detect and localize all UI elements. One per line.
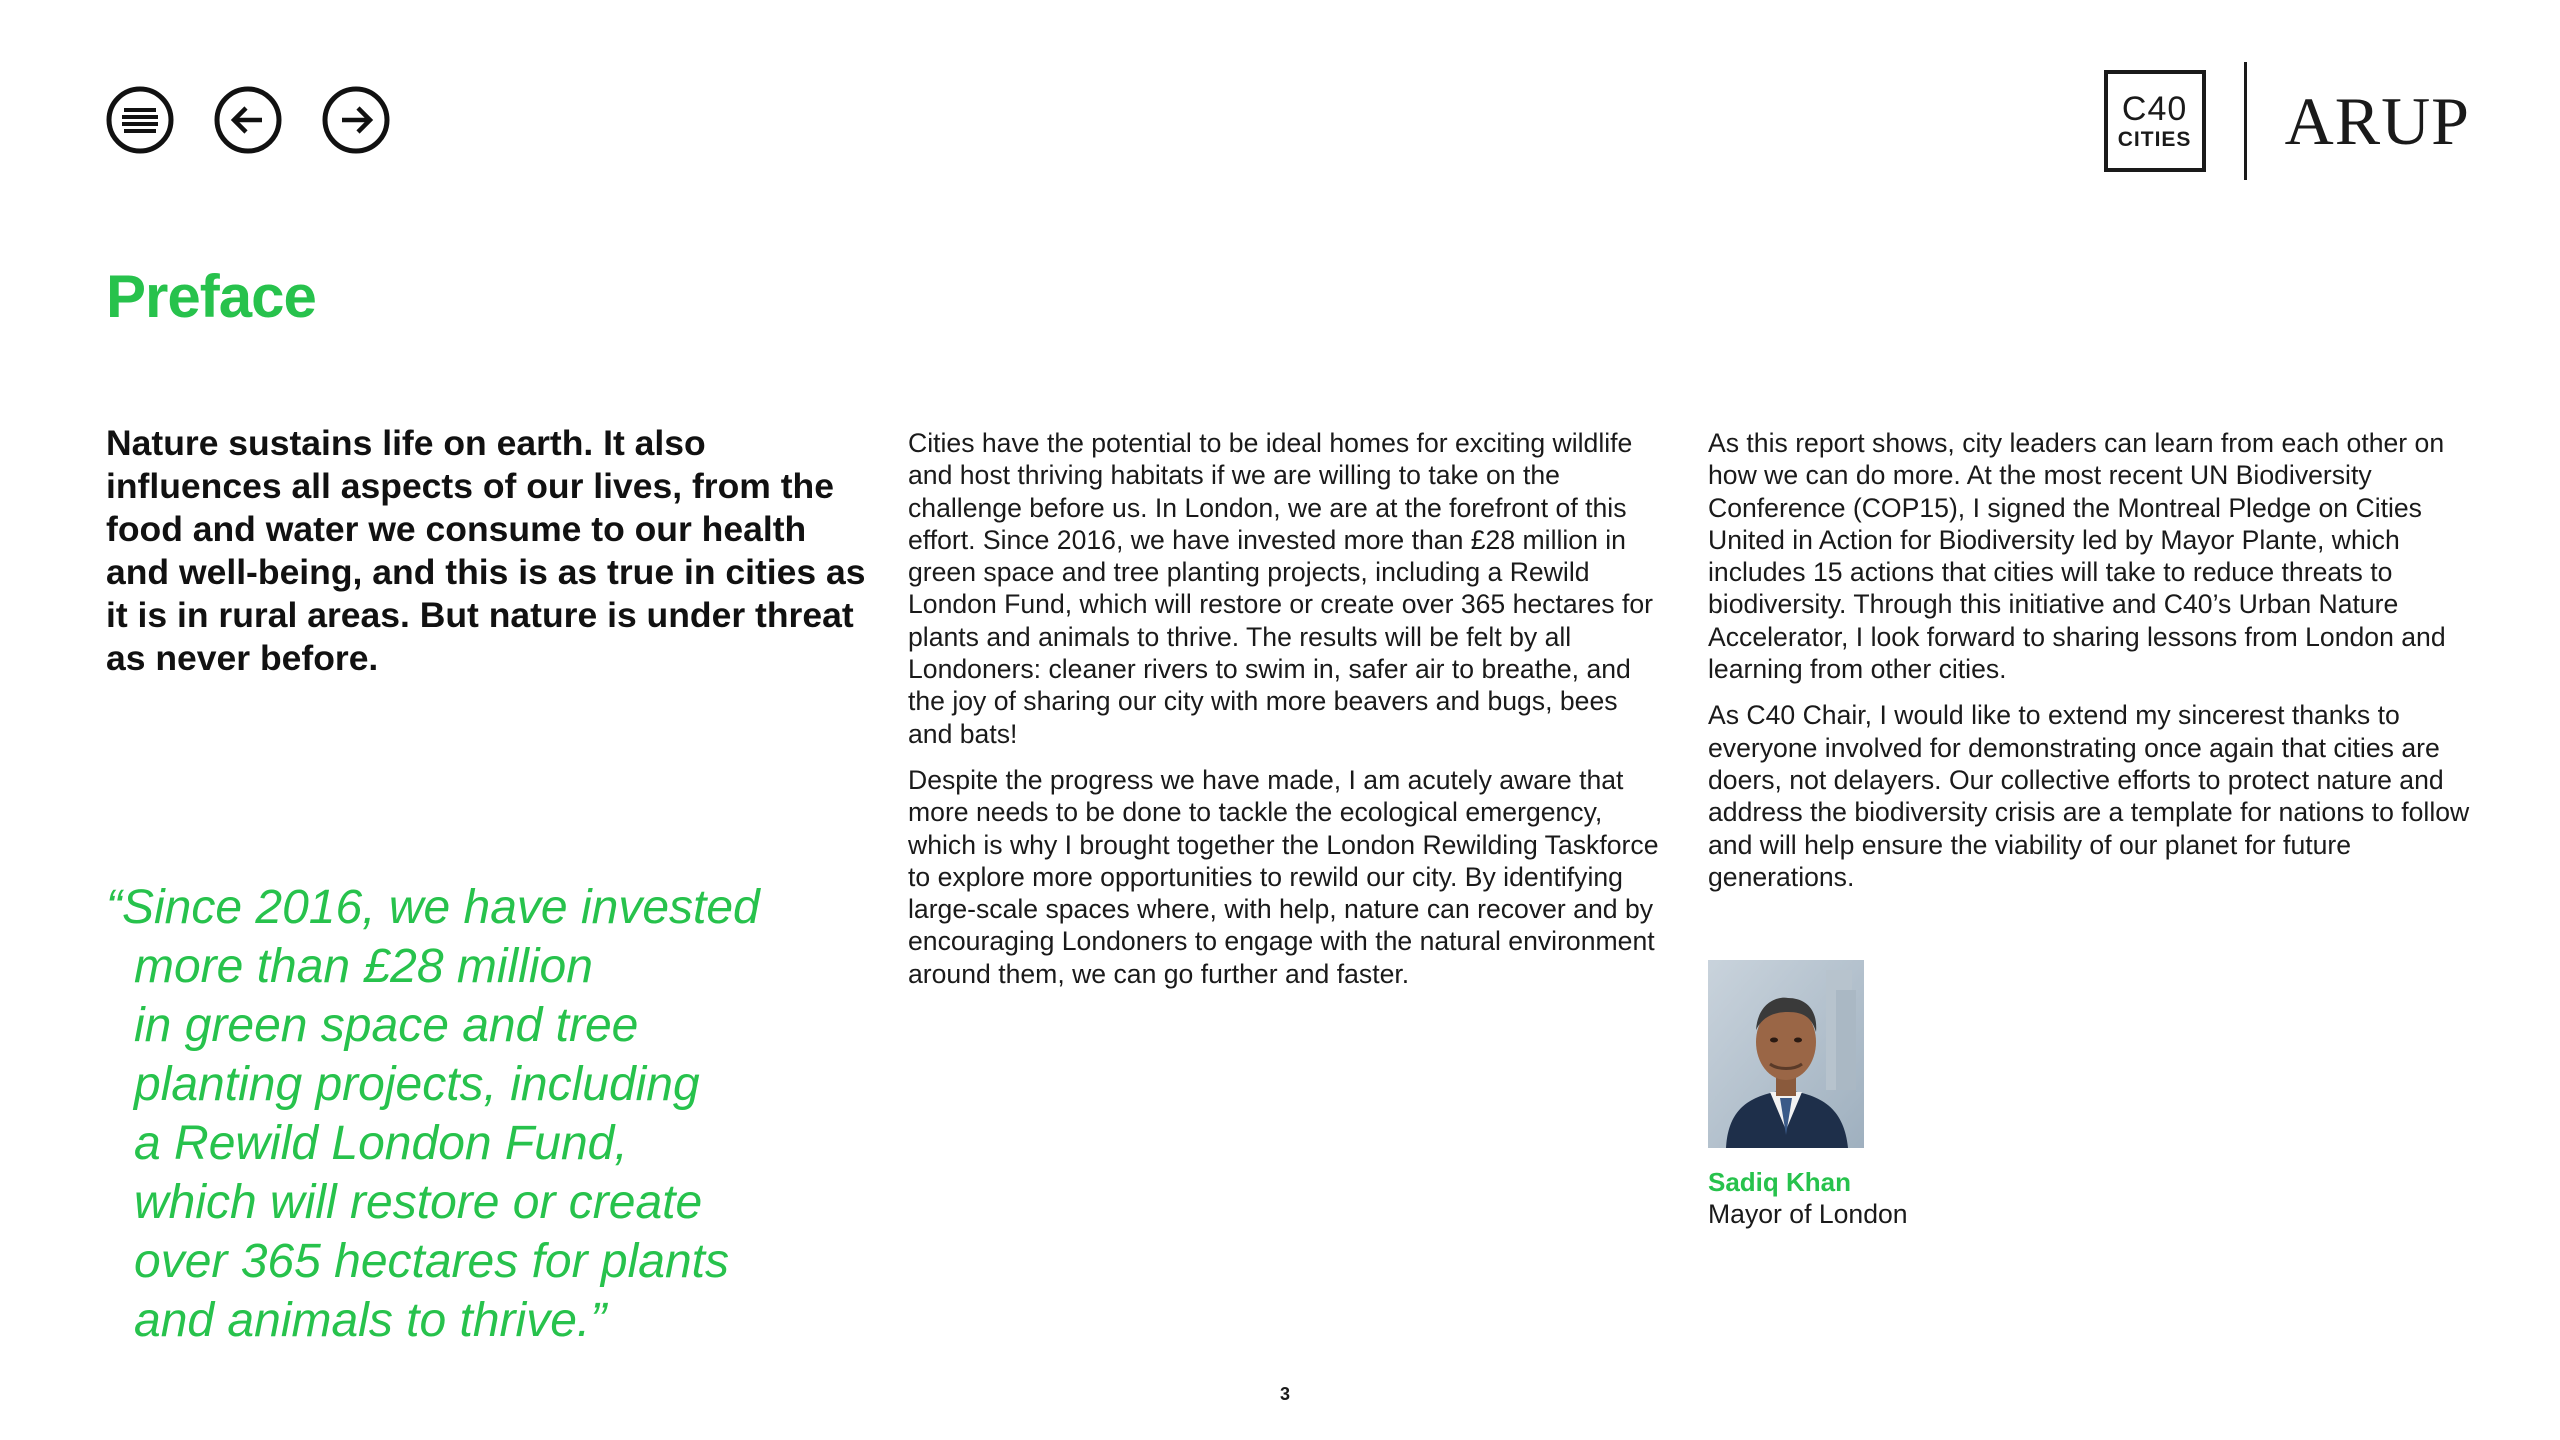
c40-logo-bottom: CITIES [2117,128,2192,151]
arrow-right-icon [322,86,390,154]
logo-divider [2244,62,2247,180]
c40-cities-logo [2104,70,2206,172]
menu-icon [106,86,174,154]
body-paragraph: Cities have the potential to be ideal homes for exciting wildlife and host thriving habitats if we are willing to take on the challenge before us. In London, we are at the forefront of this effort. Since 2016, we have invested more than £28 million in green space and tree planting projects, including a Rewild London Fund, which will restore or create over 365 hectares for plants and animals to thrive. The results will be felt by all Londoners: cleaner rivers to swim in, safer air to breathe, and the joy of sharing our city with more beavers and bugs, bees and bats! [908,428,1654,749]
body-paragraph: Despite the progress we have made, I am acutely aware that more needs to be done to tackle the ecological emergency, which is why I brought together the London Rewilding Taskforce to explore more opportunities to rewild our city. By identifying large-scale spaces where, with help, nature can recover and by encouraging Londoners to engage with the natural environment around them, we can go further and faster. [908,764,1659,989]
quote-line: which will restore or create [134,1176,703,1229]
arup-logo: ARUP [2284,83,2470,159]
menu-button[interactable] [106,86,174,154]
author-block [1708,960,1908,1230]
author-role: Mayor of London [1708,1199,1908,1229]
lead-paragraph: Nature sustains life on earth. It also influences all aspects of our lives, from the food and water we consume to our health and well-being, and this is as true in cities as it is in rural areas. But nature is under threat as never before. [106,423,866,678]
quote-line: and animals to thrive.” [134,1294,607,1347]
arrow-left-icon [214,86,282,154]
nav-controls [106,86,390,154]
body-paragraph: As this report shows, city leaders can learn from each other on how we can do more. At the most recent UN Biodiversity Conference (COP15), I signed the Montreal Pledge on Cities United in Action for Biodiversity led by Mayor Plante, which includes 15 actions that cities will take to reduce threats to biodiversity. Through this initiative and C40’s Urban Nature Accelerator, I look forward to sharing lessons from London and learning from other cities. [1708,428,2446,685]
quote-line: “Since 2016, we have invested [106,881,760,934]
quote-line: planting projects, including [134,1058,700,1111]
forward-button[interactable] [322,86,390,154]
pull-quote [106,878,876,1350]
quote-line: more than £28 million [134,940,593,993]
author-name: Sadiq Khan [1708,1167,1852,1197]
author-portrait [1708,960,1864,1148]
back-button[interactable] [214,86,282,154]
partner-logos [2104,62,2470,180]
body-column-right [1708,427,2488,907]
page-number: 3 [1279,1384,1290,1404]
body-paragraph: As C40 Chair, I would like to extend my sincerest thanks to everyone involved for demonstrating once again that cities are doers, not delayers. Our collective efforts to protect nature and address the biodiversity crisis are a template for nations to follow and will help ensure the viability of our planet for future generations. [1708,700,2470,892]
body-column-middle [908,427,1668,1004]
page-title: Preface [106,263,316,330]
c40-logo-top: C40 [2121,90,2188,128]
quote-line: over 365 hectares for plants [134,1235,730,1288]
quote-line: in green space and tree [134,999,639,1052]
quote-line: a Rewild London Fund, [134,1117,628,1170]
